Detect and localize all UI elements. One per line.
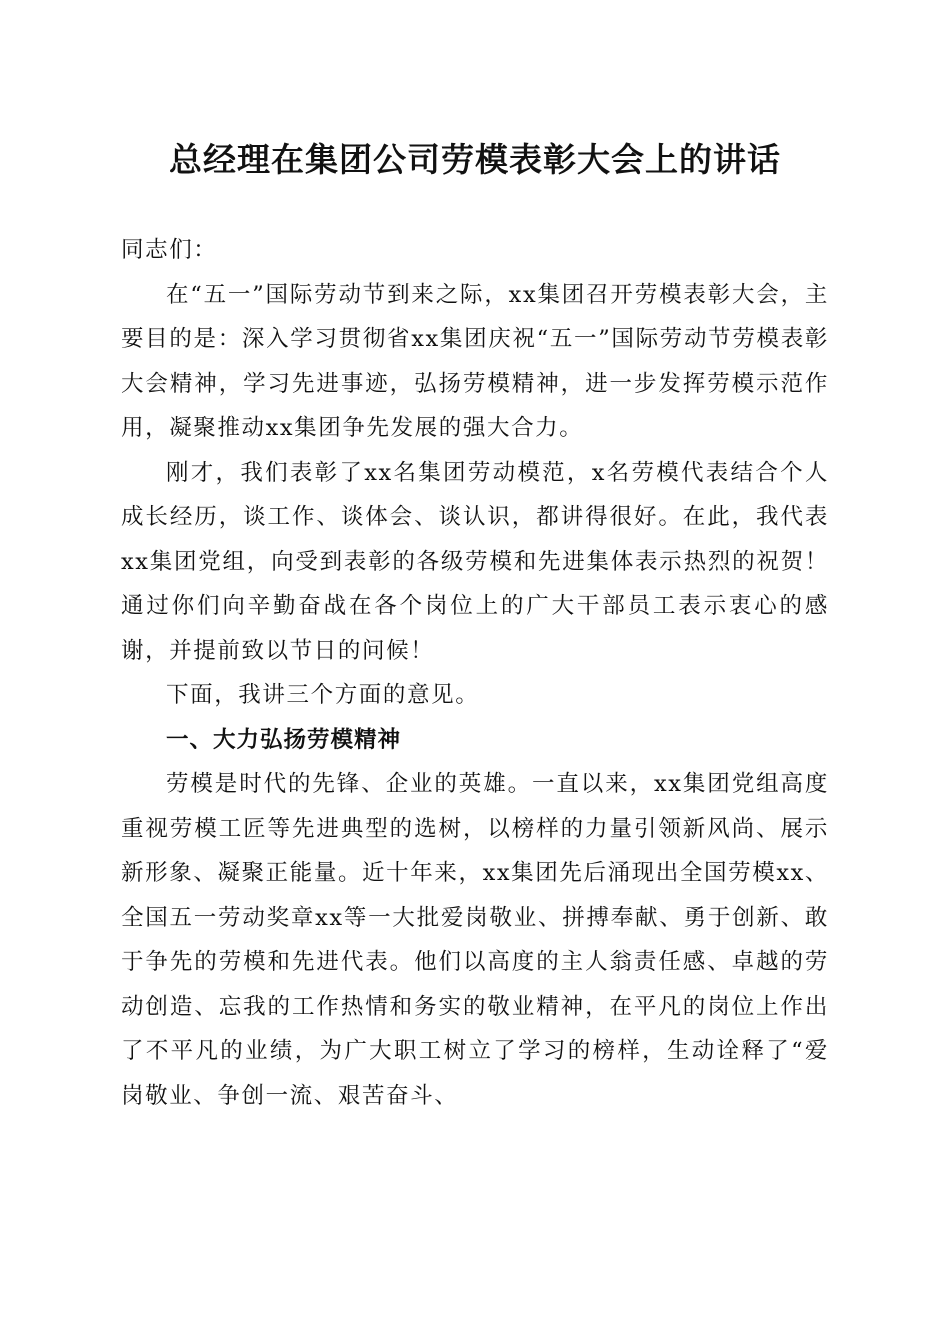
document-body — [121, 228, 829, 1118]
paragraph-commendation: 刚才，我们表彰了xx名集团劳动模范，x名劳模代表结合个人成长经历，谈工作、谈体会、谈认识，都讲得很好。在此，我代表xx集团党组，向受到表彰的各级劳模和先进集体表示热烈的祝贺！通过你们向辛勤奋战在各个岗位上的广大干部员工表示衷心的感谢，并提前致以节日的问候！ — [121, 459, 829, 664]
paragraph-intro: 在“五一”国际劳动节到来之际，xx集团召开劳模表彰大会，主要目的是：深入学习贯彻省xx集团庆祝“五一”国际劳动节劳模表彰大会精神，学习先进事迹，弘扬劳模精神，进一步发挥劳模示范作用，凝聚推动xx集团争先发展的强大合力。 — [121, 281, 829, 441]
section-heading-1: 一、大力弘扬劳模精神 — [166, 726, 402, 753]
document-title: 总经理在集团公司劳模表彰大会上的讲话 — [169, 140, 781, 179]
salutation: 同志们： — [121, 237, 218, 263]
paragraph-outline: 下面，我讲三个方面的意见。 — [166, 682, 480, 708]
paragraph-section-1: 劳模是时代的先锋、企业的英雄。一直以来，xx集团党组高度重视劳模工匠等先进典型的选树，以榜样的力量引领新风尚、展示新形象、凝聚正能量。近十年来，xx集团先后涌现出全国劳模xx、全国五一劳动奖章xx等一大批爱岗敬业、拼搏奉献、勇于创新、敢于争先的劳模和先进代表。他们以高度的主人翁责任感、卓越的劳动创造、忘我的工作热情和务实的敬业精神，在平凡的岗位上作出了不平凡的业绩，为广大职工树立了学习的榜样，生动诠释了“爱岗敬业、争创一流、艰苦奋斗、 — [121, 771, 829, 1109]
